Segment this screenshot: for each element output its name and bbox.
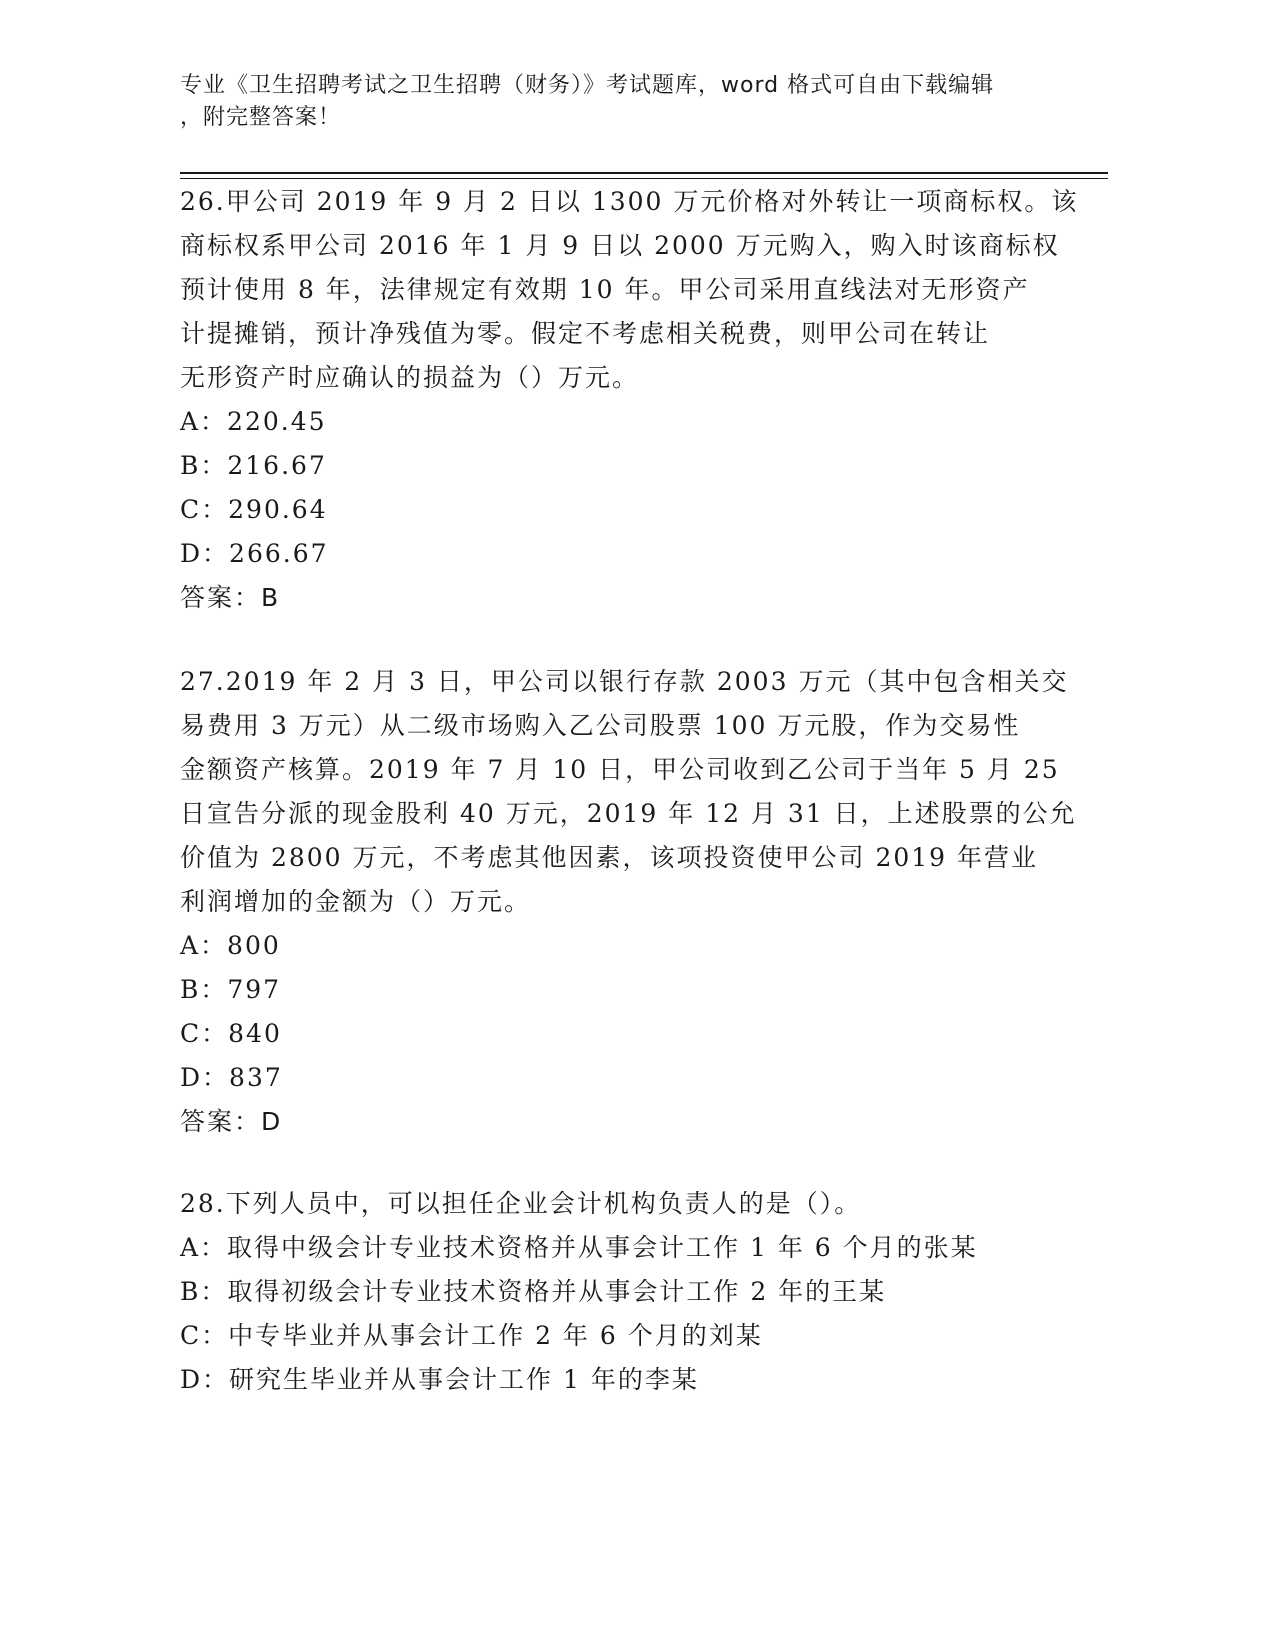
document-header: [180, 70, 1060, 134]
option-c: C：中专毕业并从事会计工作 2 年 6 个月的刘某: [180, 1321, 763, 1350]
question-stem-line: 易费用 3 万元）从二级市场购入乙公司股票 100 万元股，作为交易性: [180, 711, 1021, 740]
option-d: D：研究生毕业并从事会计工作 1 年的李某: [180, 1365, 699, 1394]
option-a: A：800: [180, 931, 281, 960]
option-b: B：取得初级会计专业技术资格并从事会计工作 2 年的王某: [180, 1277, 887, 1306]
answer-label: 答案：D: [180, 1107, 283, 1136]
question-28: [180, 1182, 1060, 1402]
header-divider-thick: [180, 172, 1108, 174]
question-stem-line: 商标权系甲公司 2016 年 1 月 9 日以 2000 万元购入，购入时该商标权: [180, 231, 1060, 260]
option-b: B：797: [180, 975, 282, 1004]
option-a: A：取得中级会计专业技术资格并从事会计工作 1 年 6 个月的张某: [180, 1233, 978, 1262]
answer-label: 答案：B: [180, 583, 281, 612]
question-stem-line: 价值为 2800 万元，不考虑其他因素，该项投资使甲公司 2019 年营业: [180, 843, 1039, 872]
option-a: A：220.45: [180, 407, 327, 436]
question-stem-line: 27.2019 年 2 月 3 日，甲公司以银行存款 2003 万元（其中包含相关交: [180, 667, 1069, 696]
header-line-1: 专业《卫生招聘考试之卫生招聘（财务）》考试题库，word 格式可自由下载编辑: [180, 73, 995, 98]
question-26: [180, 180, 1079, 620]
question-stem-line: 26.甲公司 2019 年 9 月 2 日以 1300 万元价格对外转让一项商标权。该: [180, 187, 1079, 216]
option-c: C：290.64: [180, 495, 328, 524]
header-divider-thin: [180, 178, 1108, 179]
option-d: D：266.67: [180, 539, 329, 568]
option-d: D：837: [180, 1063, 283, 1092]
question-stem-line: 28.下列人员中，可以担任企业会计机构负责人的是（）。: [180, 1189, 862, 1218]
question-stem-line: 无形资产时应确认的损益为（）万元。: [180, 363, 640, 392]
question-stem-line: 金额资产核算。2019 年 7 月 10 日，甲公司收到乙公司于当年 5 月 25: [180, 755, 1060, 784]
question-stem-line: 利润增加的金额为（）万元。: [180, 887, 532, 916]
question-27: [180, 660, 1077, 1144]
question-stem-line: 计提摊销，预计净残值为零。假定不考虑相关税费，则甲公司在转让: [180, 319, 991, 348]
question-stem-line: 日宣告分派的现金股利 40 万元，2019 年 12 月 31 日，上述股票的公允: [180, 799, 1077, 828]
option-b: B：216.67: [180, 451, 327, 480]
header-line-2: ，附完整答案！: [180, 105, 342, 130]
option-c: C：840: [180, 1019, 282, 1048]
question-stem-line: 预计使用 8 年，法律规定有效期 10 年。甲公司采用直线法对无形资产: [180, 275, 1030, 304]
